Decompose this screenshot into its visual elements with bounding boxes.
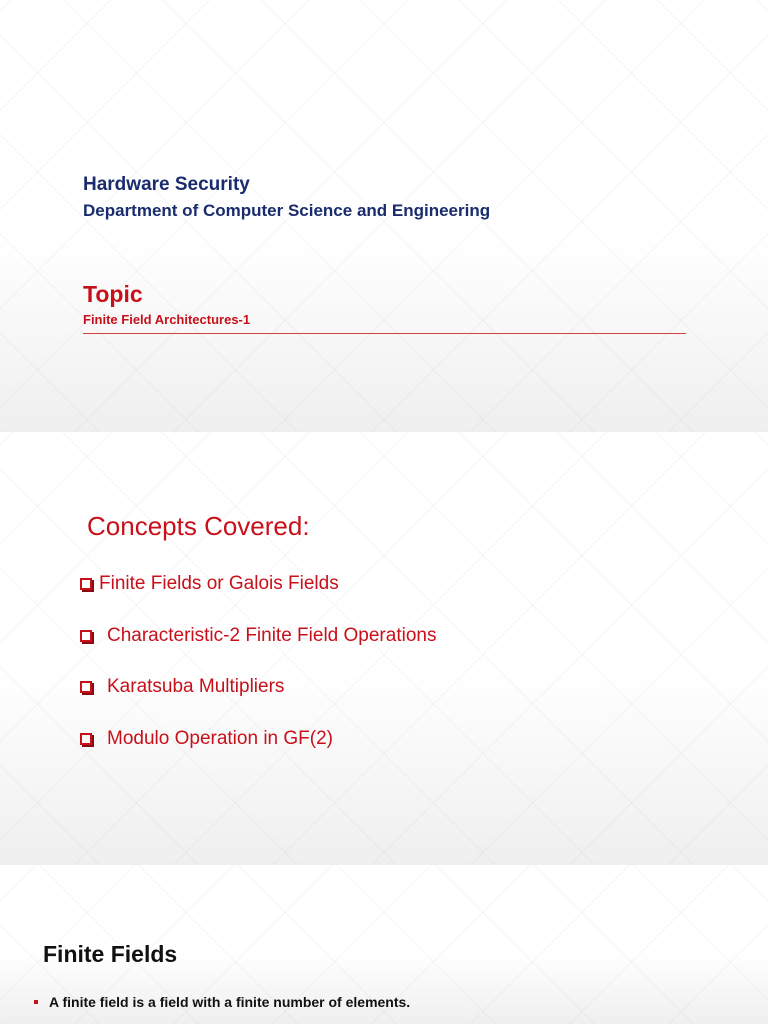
list-item xyxy=(80,728,333,750)
list-item xyxy=(80,676,284,698)
checkbox-icon xyxy=(80,733,92,745)
concept-label: Characteristic-2 Finite Field Operations xyxy=(107,625,437,646)
list-item xyxy=(80,625,436,647)
bullet-text: A finite field is a field with a finite number of elements. xyxy=(49,994,411,1010)
topic-name: Finite Field Architectures-1 xyxy=(83,312,251,327)
topic-divider xyxy=(83,333,686,334)
bullet-dot-icon xyxy=(34,1000,38,1004)
checkbox-icon xyxy=(80,578,92,590)
checkbox-icon xyxy=(80,681,92,693)
list-item xyxy=(80,573,339,595)
concept-label: Modulo Operation in GF(2) xyxy=(107,728,333,749)
bullet-item xyxy=(34,994,410,1010)
concepts-heading: Concepts Covered: xyxy=(87,511,310,541)
slide-finite-fields xyxy=(0,865,768,1024)
topic-label: Topic xyxy=(83,281,143,307)
department-title: Department of Computer Science and Engineering xyxy=(83,201,491,220)
concept-label: Finite Fields or Galois Fields xyxy=(99,573,339,594)
course-title: Hardware Security xyxy=(83,174,250,195)
finite-fields-heading: Finite Fields xyxy=(43,941,178,967)
slide-concepts xyxy=(0,432,768,865)
concept-label: Karatsuba Multipliers xyxy=(107,676,285,697)
checkbox-icon xyxy=(80,630,92,642)
slide-title xyxy=(0,0,768,432)
